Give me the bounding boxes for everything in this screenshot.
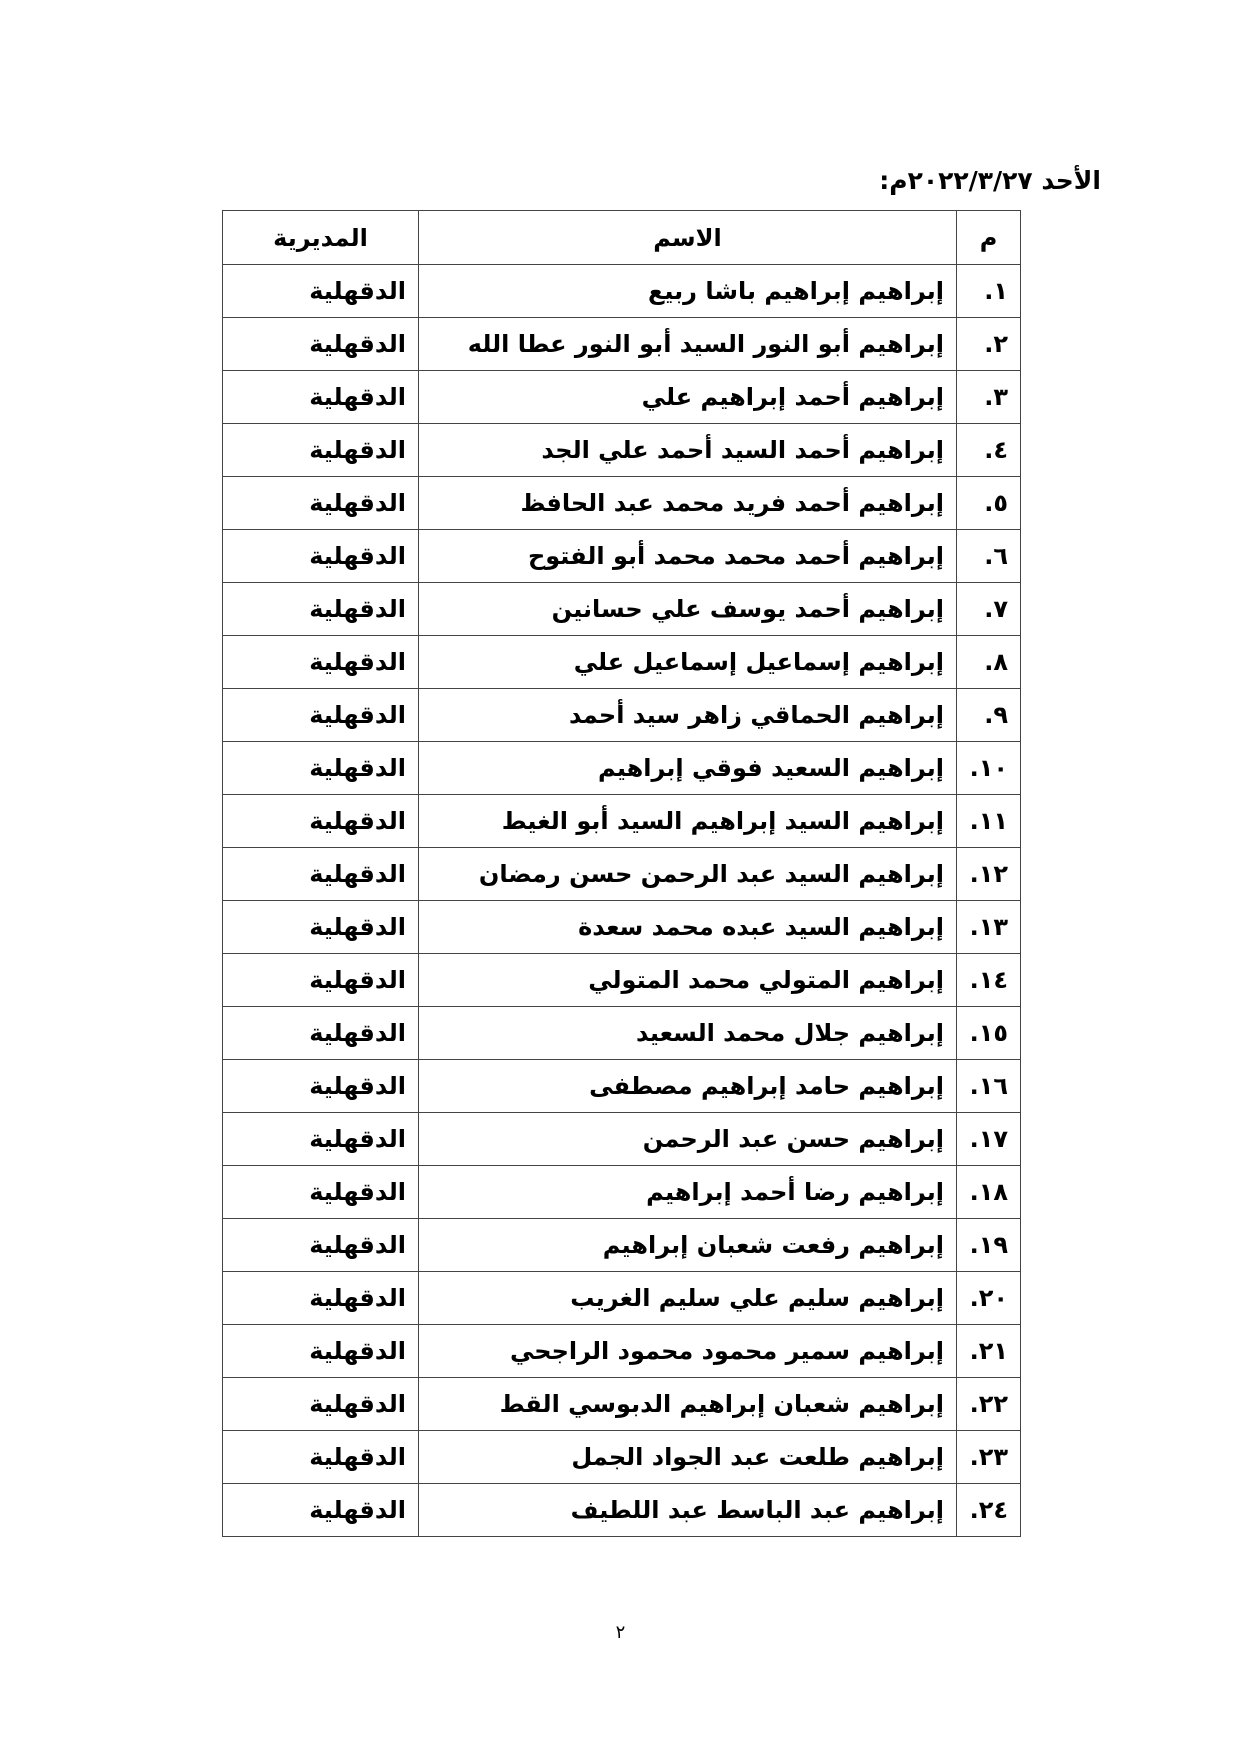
row-directorate: الدقهلية — [223, 742, 419, 795]
row-directorate: الدقهلية — [223, 901, 419, 954]
row-name: إبراهيم سمير محمود محمود الراجحي — [419, 1325, 957, 1378]
row-directorate: الدقهلية — [223, 1060, 419, 1113]
row-number: ١٩. — [957, 1219, 1021, 1272]
row-number: ٢٣. — [957, 1431, 1021, 1484]
row-number: ٨. — [957, 636, 1021, 689]
page-number: ٢ — [615, 1622, 626, 1643]
table-row — [223, 1219, 1021, 1272]
row-number: ١٦. — [957, 1060, 1021, 1113]
row-name: إبراهيم سليم علي سليم الغريب — [419, 1272, 957, 1325]
row-directorate: الدقهلية — [223, 1272, 419, 1325]
row-name: إبراهيم جلال محمد السعيد — [419, 1007, 957, 1060]
row-directorate: الدقهلية — [223, 1378, 419, 1431]
table-row — [223, 1060, 1021, 1113]
row-directorate: الدقهلية — [223, 1484, 419, 1537]
row-directorate: الدقهلية — [223, 954, 419, 1007]
names-table — [222, 210, 1021, 1537]
table-row — [223, 424, 1021, 477]
row-number: ١. — [957, 265, 1021, 318]
row-directorate: الدقهلية — [223, 1007, 419, 1060]
row-name: إبراهيم أبو النور السيد أبو النور عطا الله — [419, 318, 957, 371]
row-name: إبراهيم حامد إبراهيم مصطفى — [419, 1060, 957, 1113]
row-directorate: الدقهلية — [223, 1431, 419, 1484]
table-row — [223, 530, 1021, 583]
row-name: إبراهيم السيد إبراهيم السيد أبو الغيط — [419, 795, 957, 848]
row-name: إبراهيم طلعت عبد الجواد الجمل — [419, 1431, 957, 1484]
row-directorate: الدقهلية — [223, 1325, 419, 1378]
row-number: ٢١. — [957, 1325, 1021, 1378]
table-row — [223, 583, 1021, 636]
table-row — [223, 1325, 1021, 1378]
row-name: إبراهيم أحمد محمد محمد أبو الفتوح — [419, 530, 957, 583]
row-directorate: الدقهلية — [223, 1113, 419, 1166]
row-number: ٤. — [957, 424, 1021, 477]
row-name: إبراهيم رفعت شعبان إبراهيم — [419, 1219, 957, 1272]
row-directorate: الدقهلية — [223, 583, 419, 636]
table-row — [223, 1113, 1021, 1166]
row-name: إبراهيم السعيد فوقي إبراهيم — [419, 742, 957, 795]
table-row — [223, 1166, 1021, 1219]
row-name: إبراهيم أحمد يوسف علي حسانين — [419, 583, 957, 636]
row-name: إبراهيم إبراهيم باشا ربيع — [419, 265, 957, 318]
header-name: الاسم — [419, 211, 957, 265]
row-name: إبراهيم الحماقي زاهر سيد أحمد — [419, 689, 957, 742]
row-number: ١٤. — [957, 954, 1021, 1007]
table-body — [223, 265, 1021, 1537]
row-directorate: الدقهلية — [223, 848, 419, 901]
row-name: إبراهيم المتولي محمد المتولي — [419, 954, 957, 1007]
row-directorate: الدقهلية — [223, 636, 419, 689]
table-row — [223, 795, 1021, 848]
row-number: ١١. — [957, 795, 1021, 848]
row-name: إبراهيم رضا أحمد إبراهيم — [419, 1166, 957, 1219]
table-row — [223, 742, 1021, 795]
table-row — [223, 1272, 1021, 1325]
table-row — [223, 954, 1021, 1007]
table-row — [223, 477, 1021, 530]
row-number: ٩. — [957, 689, 1021, 742]
row-number: ٢٠. — [957, 1272, 1021, 1325]
header-num: م — [957, 211, 1021, 265]
table-row — [223, 1007, 1021, 1060]
row-number: ١٥. — [957, 1007, 1021, 1060]
table-row — [223, 636, 1021, 689]
row-directorate: الدقهلية — [223, 795, 419, 848]
row-number: ٣. — [957, 371, 1021, 424]
table-row — [223, 318, 1021, 371]
row-number: ١٨. — [957, 1166, 1021, 1219]
row-number: ١٧. — [957, 1113, 1021, 1166]
row-directorate: الدقهلية — [223, 1166, 419, 1219]
row-directorate: الدقهلية — [223, 477, 419, 530]
row-name: إبراهيم عبد الباسط عبد اللطيف — [419, 1484, 957, 1537]
row-name: إبراهيم حسن عبد الرحمن — [419, 1113, 957, 1166]
row-name: إبراهيم إسماعيل إسماعيل علي — [419, 636, 957, 689]
header-directorate: المديرية — [223, 211, 419, 265]
row-number: ٢٢. — [957, 1378, 1021, 1431]
row-number: ٦. — [957, 530, 1021, 583]
row-number: ١٣. — [957, 901, 1021, 954]
row-name: إبراهيم أحمد السيد أحمد علي الجد — [419, 424, 957, 477]
row-number: ٢٤. — [957, 1484, 1021, 1537]
table-row — [223, 1378, 1021, 1431]
row-directorate: الدقهلية — [223, 689, 419, 742]
page-heading: الأحد ٢٠٢٢/٣/٢٧م: — [879, 166, 1101, 195]
row-name: إبراهيم السيد عبده محمد سعدة — [419, 901, 957, 954]
row-directorate: الدقهلية — [223, 318, 419, 371]
row-number: ٢. — [957, 318, 1021, 371]
table-row — [223, 901, 1021, 954]
row-directorate: الدقهلية — [223, 424, 419, 477]
row-name: إبراهيم أحمد فريد محمد عبد الحافظ — [419, 477, 957, 530]
row-name: إبراهيم شعبان إبراهيم الدبوسي القط — [419, 1378, 957, 1431]
row-name: إبراهيم السيد عبد الرحمن حسن رمضان — [419, 848, 957, 901]
row-number: ١٢. — [957, 848, 1021, 901]
row-name: إبراهيم أحمد إبراهيم علي — [419, 371, 957, 424]
table-row — [223, 371, 1021, 424]
table-row — [223, 689, 1021, 742]
row-number: ٧. — [957, 583, 1021, 636]
table-row — [223, 1484, 1021, 1537]
table-row — [223, 1431, 1021, 1484]
row-directorate: الدقهلية — [223, 530, 419, 583]
row-number: ١٠. — [957, 742, 1021, 795]
table-row — [223, 265, 1021, 318]
row-number: ٥. — [957, 477, 1021, 530]
table-row — [223, 848, 1021, 901]
table-header-row — [223, 211, 1021, 265]
row-directorate: الدقهلية — [223, 1219, 419, 1272]
row-directorate: الدقهلية — [223, 371, 419, 424]
row-directorate: الدقهلية — [223, 265, 419, 318]
